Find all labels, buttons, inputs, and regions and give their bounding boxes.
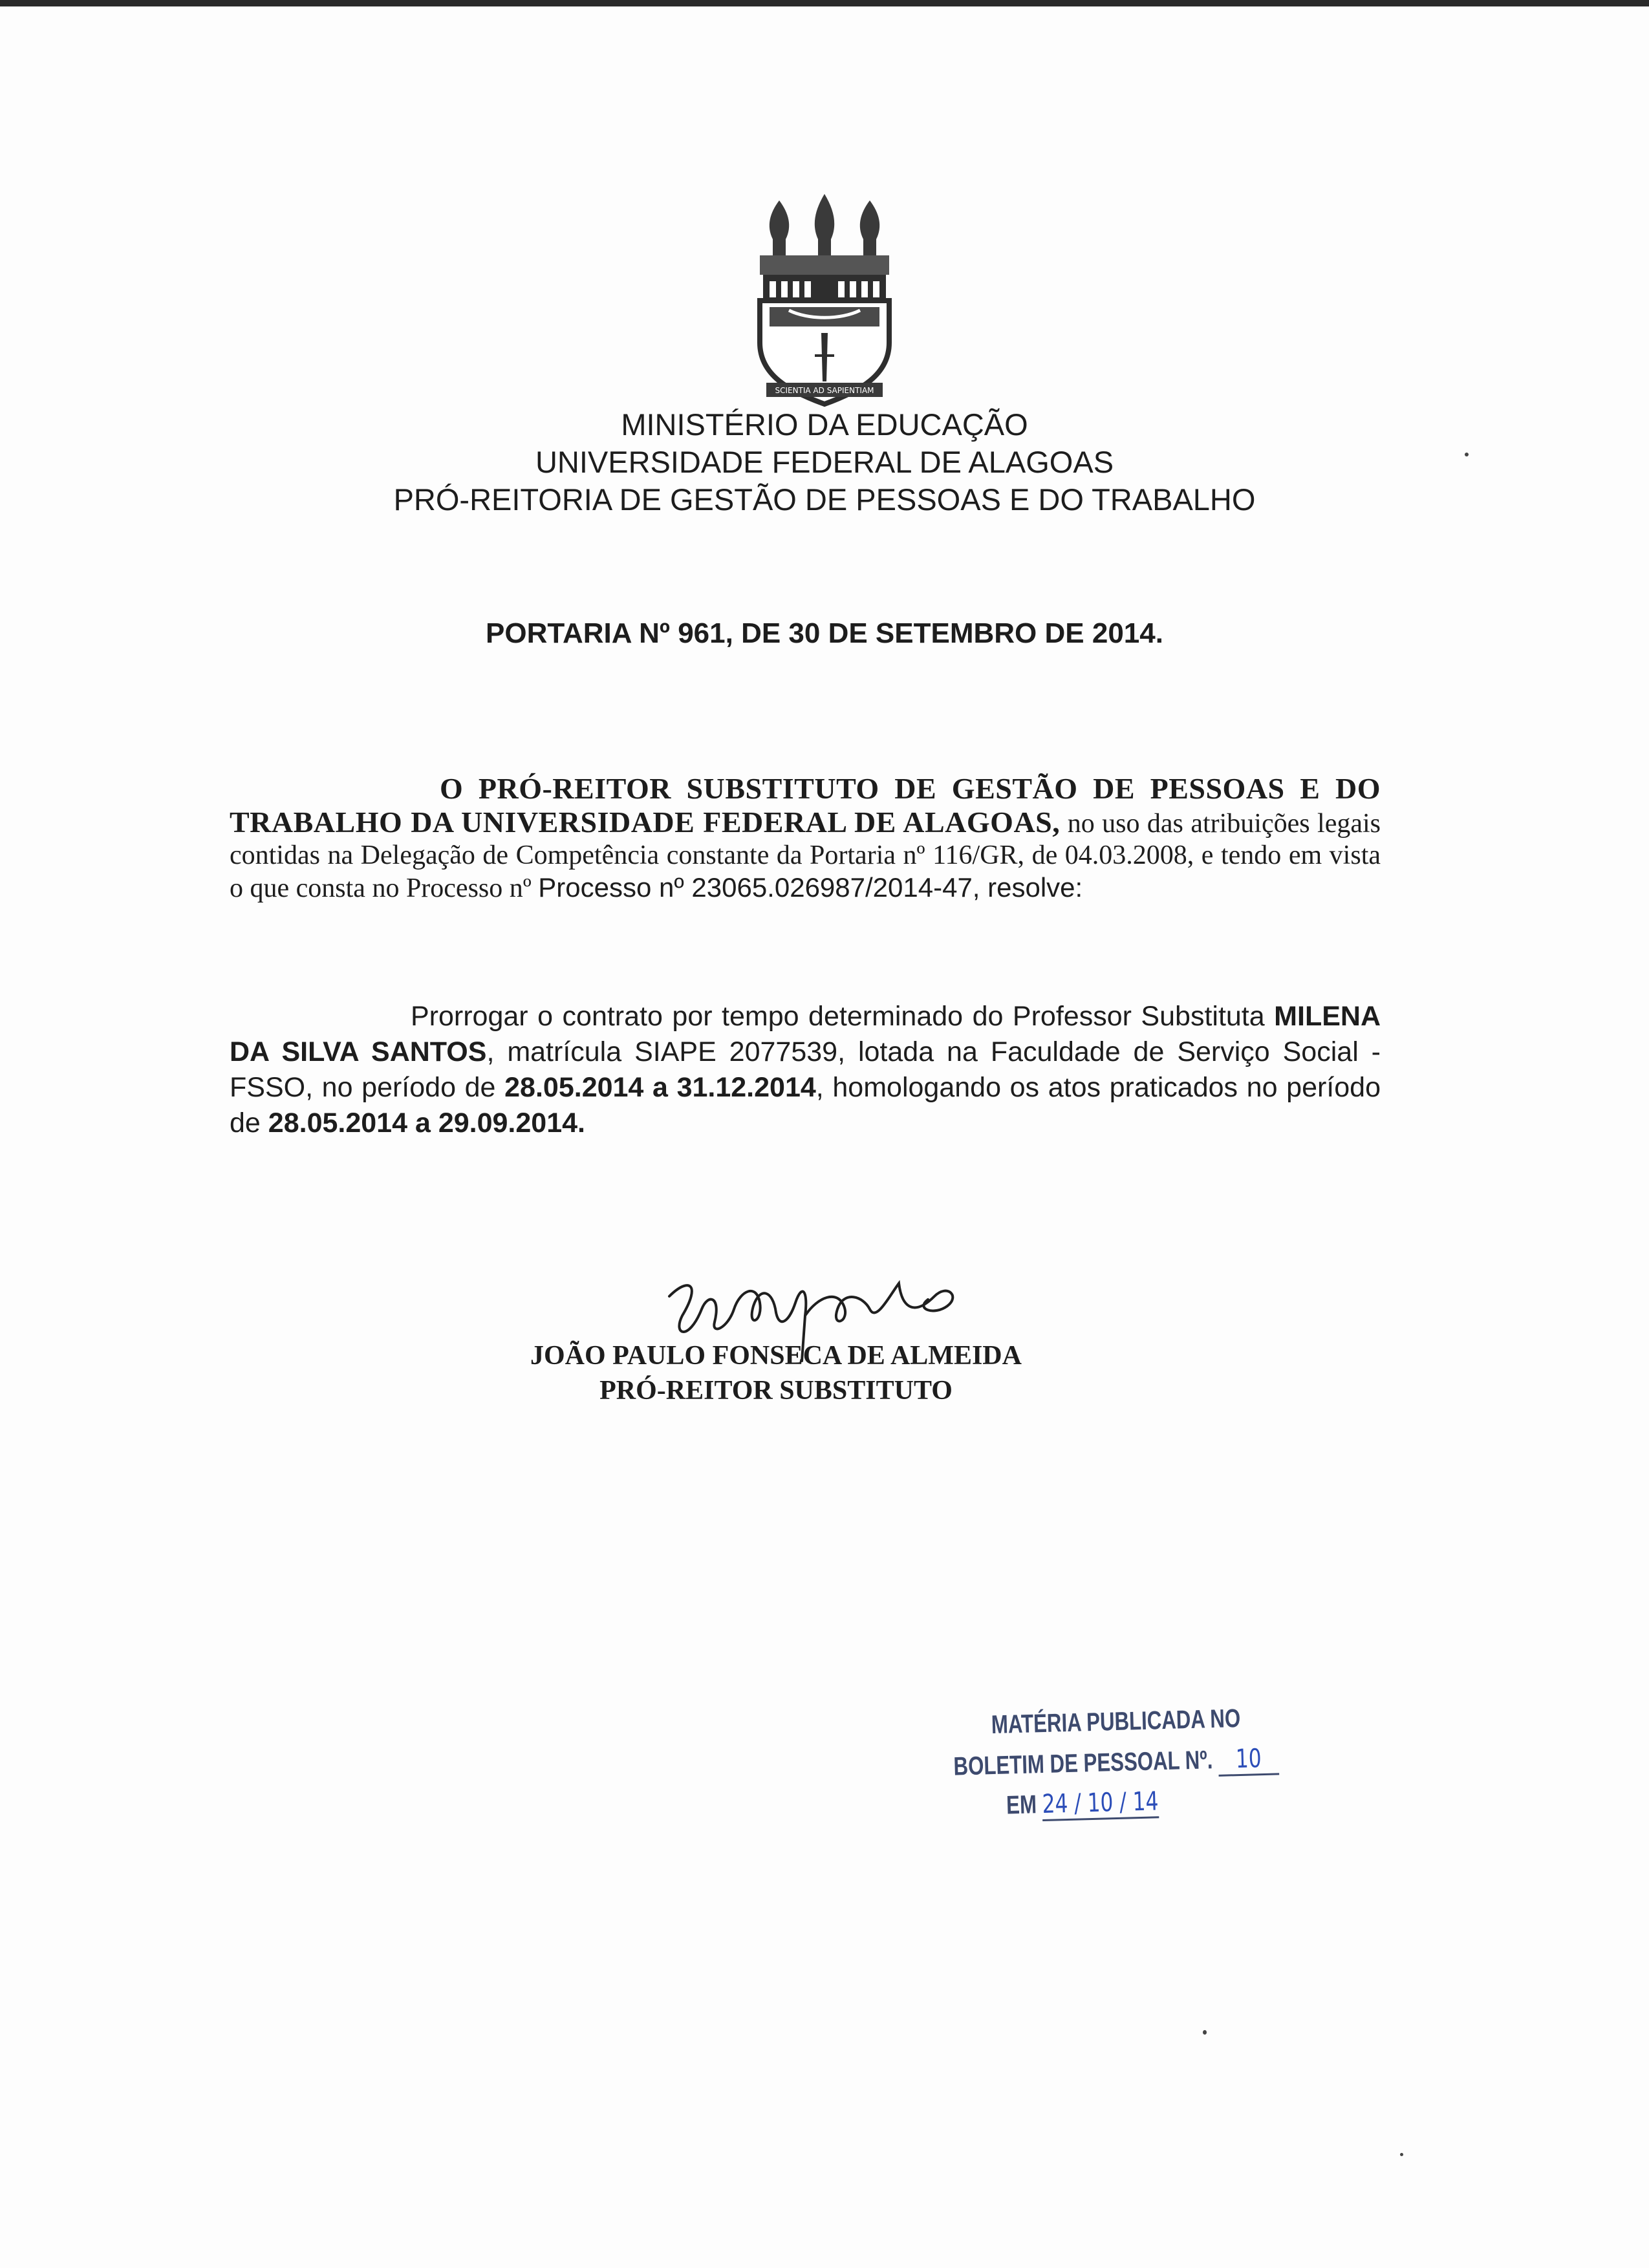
scan-speck [1203, 2030, 1207, 2035]
ministry-title: MINISTÉRIO DA EDUCAÇÃO [621, 407, 1028, 442]
signer-name: JOÃO PAULO FONSECA DE ALMEIDA [530, 1341, 1022, 1371]
contract-period: 28.05.2014 a 31.12.2014 [504, 1072, 816, 1103]
signer-role: PRÓ-REITOR SUBSTITUTO [599, 1376, 953, 1406]
resolution-text-1: Prorrogar o contrato por tempo determinado do Professor Substituta [411, 1001, 1265, 1032]
portaria-title: PORTARIA Nº 961, DE 30 DE SETEMBRO DE 2014. [486, 617, 1163, 649]
scan-speck [1465, 453, 1469, 456]
stamp-bulletin-number: 10 [1218, 1743, 1279, 1776]
resolution-paragraph [230, 999, 1381, 1141]
stamp-bulletin-label: BOLETIM DE PESSOAL Nº. [953, 1746, 1213, 1781]
stamp-date-label: EM [1006, 1790, 1037, 1820]
stamp-line-2 [953, 1743, 1279, 1783]
stamp-line-3 [1006, 1786, 1159, 1820]
stamp-line-1: MATÉRIA PUBLICADA NO [991, 1704, 1241, 1740]
preamble-text: no uso das atribuições legais contidas na Delegação de Competência constante da Portaria nº 116/GR, de 04.03.2008, e tendo em vista o que consta no Processo nº [230, 809, 1381, 903]
document-header [194, 406, 1455, 519]
ufal-crest-icon [750, 194, 899, 407]
preamble-process: Processo nº 23065.026987/2014-47, resolve: [538, 872, 1083, 903]
crest-motto: SCIENTIA AD SAPIENTIAM [775, 386, 874, 395]
handwritten-signature-icon [643, 1270, 980, 1380]
resolution-text-3: , homologando os atos praticados no período de [230, 1072, 1381, 1139]
university-title: UNIVERSIDADE FEDERAL DE ALAGOAS [535, 445, 1114, 479]
stamp-date-month: 10 [1087, 1788, 1114, 1819]
stamp-date-day: 24 [1042, 1788, 1068, 1820]
pro-rectorate-title: PRÓ-REITORIA DE GESTÃO DE PESSOAS E DO TRABALHO [393, 482, 1256, 517]
scan-edge-line [0, 0, 1649, 6]
preamble-authority: O PRÓ-REITOR SUBSTITUTO DE GESTÃO DE PESSOAS E DO TRABALHO DA UNIVERSIDADE FEDERAL DE ALAGOAS, [230, 772, 1381, 839]
preamble-paragraph [230, 773, 1381, 904]
scan-speck [1400, 2153, 1403, 2156]
employee-name: MILENA DA SILVA SANTOS [230, 1001, 1381, 1067]
stamp-date: 24 / 10 / 14 [1042, 1786, 1159, 1821]
stamp-date-year: 14 [1132, 1786, 1159, 1817]
resolution-text-2: , matrícula SIAPE 2077539, lotada na Faculdade de Serviço Social -FSSO, no período de [230, 1036, 1381, 1103]
publication-stamp [945, 1702, 1337, 1848]
homologation-period: 28.05.2014 a 29.09.2014. [268, 1107, 585, 1139]
